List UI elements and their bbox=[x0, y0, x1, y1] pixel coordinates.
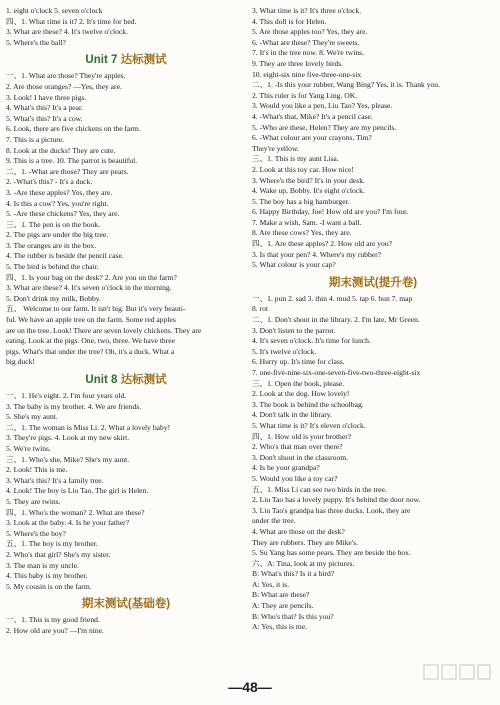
right-column bbox=[252, 6, 494, 633]
left-column bbox=[6, 6, 246, 636]
answer-line: 5. What time is it? It's eleven o'clock. bbox=[252, 420, 366, 430]
answer-line: 四、1. Is your bag on the desk? 2. Are you on the farm? bbox=[6, 272, 177, 282]
answer-line: 二、1. -Is this your rubber, Wang Bing? Yes, it is. Thank you. bbox=[252, 80, 441, 90]
answer-line: 4. What's this? It's a pear. bbox=[6, 103, 84, 113]
answer-line: 4. Don't talk in the library. bbox=[252, 410, 332, 420]
answer-line: 6. Look, there are five chickens on the farm. bbox=[6, 124, 141, 134]
answer-line: 3. Look at the baby. 4. Is he your father? bbox=[6, 518, 130, 528]
answer-line: 四、1. Who's the woman? 2. What are these? bbox=[6, 507, 145, 517]
answer-line: 2. Look at the dog. How lovely! bbox=[252, 389, 350, 399]
answer-line: 3. What time is it? It's three o'clock. bbox=[252, 6, 362, 15]
answer-line: 1. eight o'clock 5. seven o'clock bbox=[6, 6, 103, 15]
answer-line: They are rubbers. They are Mike's. bbox=[252, 537, 359, 547]
answer-line: 2. Who's that girl? She's my sister. bbox=[6, 549, 111, 559]
answer-line: 5. What's this? It's a cow. bbox=[6, 113, 83, 123]
answer-line: 四、1. Are these apples? 2. How old are you? bbox=[252, 239, 393, 249]
answer-line: 5. My cousin is on the farm. bbox=[6, 581, 92, 591]
section-title-label: 达标测试 bbox=[117, 374, 167, 386]
answer-line: B: What are these? bbox=[252, 590, 310, 600]
answer-line: 3. Don't listen to the parrot. bbox=[252, 325, 336, 335]
answer-line: 3. Look! I have three pigs. bbox=[6, 92, 87, 102]
answer-line: 3. -Are these apples? Yes, they are. bbox=[6, 187, 113, 197]
answer-line: 四、1. What time is it? 2. It's time for bed. bbox=[6, 16, 137, 26]
answer-line: 2. Who's that man over there? bbox=[252, 442, 343, 452]
answer-line: 四、1. How old is your brother? bbox=[252, 431, 352, 441]
answer-line: 4. -What's that, Mike? It's a pencil case. bbox=[252, 111, 373, 121]
answer-line: 2. This ruler is for Yang Ling. OK. bbox=[252, 90, 358, 100]
answer-line: 3. What are these? 4. It's seven o'clock in the morning. bbox=[6, 283, 172, 293]
answer-line: 5. -Who are these, Helen? They are my pencils. bbox=[252, 122, 397, 132]
answer-line: 三、1. This is my aunt Lisa. bbox=[252, 154, 339, 164]
answer-line: 4. It's seven o'clock. It's time for lunch. bbox=[252, 336, 371, 346]
section-title bbox=[6, 371, 246, 389]
answer-line: 五、1. Miss Li can see two birds in the tree. bbox=[252, 484, 387, 494]
answer-line: 2. Look! This is me. bbox=[6, 465, 68, 475]
answer-line: 7. This is a picture. bbox=[6, 134, 65, 144]
answer-line: 2. How old are you? —I'm nine. bbox=[6, 625, 104, 635]
answer-line: 3. Would you like a pen, Liu Tao? Yes, please. bbox=[252, 101, 393, 111]
answer-line: 3. The book is behind the schoolbag. bbox=[252, 399, 364, 409]
answer-line: 8. Look at the ducks! They are cute. bbox=[6, 145, 116, 155]
answer-line: 5. We're twins. bbox=[6, 443, 51, 453]
answer-line: 4. The rubber is beside the pencil case. bbox=[6, 251, 124, 261]
answer-line: 6. Happy Birthday, Joe! How old are you? I'm four. bbox=[252, 207, 409, 217]
answer-line: 5. The boy has a big hamburger. bbox=[252, 196, 350, 206]
answer-line: 5. Would you like a toy car? bbox=[252, 473, 338, 483]
answer-line: 2. -What's this? - It's a duck. bbox=[6, 177, 93, 187]
answer-line: 二、1. Don't shout in the library. 2. I'm late, Mr Green. bbox=[252, 315, 420, 325]
answer-line: 5. They are twins. bbox=[6, 496, 61, 506]
answer-line: 5. Where's the ball? bbox=[6, 37, 66, 47]
answer-line: 一、1. What are those? They're apples. bbox=[6, 71, 126, 81]
answer-line: ful. We have an apple tree on the farm. Some red apples bbox=[6, 315, 176, 325]
answer-line: 五、 Welcome to our farm. It isn't big. But it's very beauti- bbox=[6, 304, 186, 314]
answer-line: A: Yes, it is. bbox=[252, 579, 290, 589]
answer-line: 3. The oranges are in the box. bbox=[6, 240, 97, 250]
answer-line: 3. They're pigs. 4. Look at my new skirt. bbox=[6, 433, 130, 443]
answer-line: 3. What's this? It's a family tree. bbox=[6, 475, 104, 485]
answer-line: 六、A: Tina, look at my pictures. bbox=[252, 558, 355, 568]
answer-line: 5. Are those apples too? Yes, they are. bbox=[252, 27, 368, 37]
answer-line: 4. Is he your grandpa? bbox=[252, 463, 320, 473]
answer-line: B: Who's that? Is this you? bbox=[252, 611, 334, 621]
answer-line: eating. Look at the pigs. One, two, three. We have three bbox=[6, 336, 175, 346]
section-title-unit: Unit 7 bbox=[85, 54, 118, 67]
answer-line: 5. Don't drink my milk, Bobby. bbox=[6, 293, 101, 303]
answer-line: 2. Are those oranges? —Yes, they are. bbox=[6, 81, 122, 91]
answer-line: 二、1. -What are those? They are pears. bbox=[6, 166, 129, 176]
section-title-label: 期末测试(基础卷) bbox=[81, 598, 171, 611]
page-number: —48— bbox=[228, 679, 272, 695]
answer-line: 3. The baby is my brother. 4. We are friends. bbox=[6, 401, 142, 411]
answer-line: 4. This baby is my brother. bbox=[6, 571, 88, 581]
answer-line: 一、1. This is my good friend. bbox=[6, 615, 100, 625]
answer-line: 4. Is this a cow? Yes, you're right. bbox=[6, 198, 109, 208]
answer-line: 三、1. Who's she, Mike? She's my aunt. bbox=[6, 454, 130, 464]
section-title bbox=[6, 51, 246, 69]
answer-line: 三、1. The pen is on the book. bbox=[6, 219, 101, 229]
section-title-unit: Unit 8 bbox=[85, 374, 118, 386]
answer-line: 3. Where's the bird? It's in your desk. bbox=[252, 175, 365, 185]
answer-line: 4. What are those on the desk? bbox=[252, 526, 345, 536]
answer-line: 二、1. The woman is Miss Li. 2. What a lovely baby! bbox=[6, 422, 171, 432]
answer-line: 7. It's in the tree now. 8. We're twins. bbox=[252, 48, 364, 58]
answer-line: 4. Look! The boy is Liu Tao. The girl is Helen. bbox=[6, 486, 149, 496]
answer-line: 5. Where's the boy? bbox=[6, 528, 66, 538]
answer-line: A: Yes, this is me. bbox=[252, 622, 308, 632]
answer-line: under the tree. bbox=[252, 516, 296, 526]
answer-line: 3. Is that your pen? 4. Where's my rubber? bbox=[252, 249, 382, 259]
answer-line: They're yellow. bbox=[252, 143, 299, 153]
answer-line: 6. Hurry up. It's time for class. bbox=[252, 357, 345, 367]
answer-line: 6. -What are these? They're sweets. bbox=[252, 37, 360, 47]
answer-line: 3. Liu Tao's grandpa has three ducks. Look, they are bbox=[252, 505, 411, 515]
answer-line: 三、1. Open the book, please. bbox=[252, 378, 345, 388]
answer-line: 2. Liu Tao has a lovely puppy. It's behind the door now. bbox=[252, 495, 421, 505]
answer-line: big duck! bbox=[6, 357, 35, 367]
answer-line: 3. Don't shout in the classroom. bbox=[252, 452, 349, 462]
section-title-label: 期末测试(提升卷) bbox=[328, 276, 418, 289]
answer-line: 3. The man is my uncle. bbox=[6, 560, 80, 570]
answer-line: 一、1. He's eight. 2. I'm four years old. bbox=[6, 391, 127, 400]
section-title bbox=[6, 595, 246, 613]
answer-line: 3. What are these? 4. It's twelve o'clock. bbox=[6, 27, 128, 37]
answer-line: 2. The pigs are under the big tree. bbox=[6, 230, 109, 240]
answer-line: 5. -Are these chickens? Yes, they are. bbox=[6, 209, 120, 219]
answer-line: 8. rot bbox=[252, 304, 269, 314]
answer-line: B: What's this? Is it a bird? bbox=[252, 569, 335, 579]
answer-line: 5. Su Yang has some pears. They are beside the box. bbox=[252, 548, 411, 558]
answer-line: 5. She's my aunt. bbox=[6, 412, 58, 422]
section-title bbox=[252, 274, 494, 292]
answer-line: 10. eight-six nine five-three-one-six bbox=[252, 69, 362, 79]
answer-line: A: They are pencils. bbox=[252, 601, 314, 611]
answer-line: 5. The bird is behind the chair. bbox=[6, 262, 99, 272]
answer-line: 5. It's twelve o'clock. bbox=[252, 346, 317, 356]
answer-line: 6. -What colour are your crayons, Tim? bbox=[252, 133, 372, 143]
answer-line: 5. What colour is your cap? bbox=[252, 260, 336, 270]
answer-line: 五、1. The boy is my brother. bbox=[6, 539, 98, 549]
answer-line: are on the tree. Look! There are seven lovely chickens. They are bbox=[6, 325, 202, 335]
answer-line: 4. Wake up, Bobby. It's eight o'clock. bbox=[252, 186, 365, 196]
answer-line: 7. Make a wish, Sam. -I want a ball. bbox=[252, 217, 362, 227]
answer-line: 7. one-five-nine-six-one-seven-five-two-three-eight-six bbox=[252, 368, 421, 377]
section-title-label: 达标测试 bbox=[117, 54, 167, 67]
answer-line: 一、1. pun 2. sad 3. thin 4. mud 5. tap 6. bun 7. map bbox=[252, 293, 413, 303]
answer-line: 9. They are three lovely birds. bbox=[252, 58, 344, 68]
answer-line: 8. Are these cows? Yes, they are. bbox=[252, 228, 352, 238]
answer-line: pigs. What's that under the tree? Oh, it's a duck. What a bbox=[6, 346, 175, 356]
answer-line: 9. This is a tree. 10. The parrot is beautiful. bbox=[6, 156, 138, 166]
answer-line: 2. Look at this toy car. How nice! bbox=[252, 164, 354, 174]
watermark-logo-icon bbox=[422, 661, 492, 701]
answer-line: 4. This doll is for Helen. bbox=[252, 16, 327, 26]
